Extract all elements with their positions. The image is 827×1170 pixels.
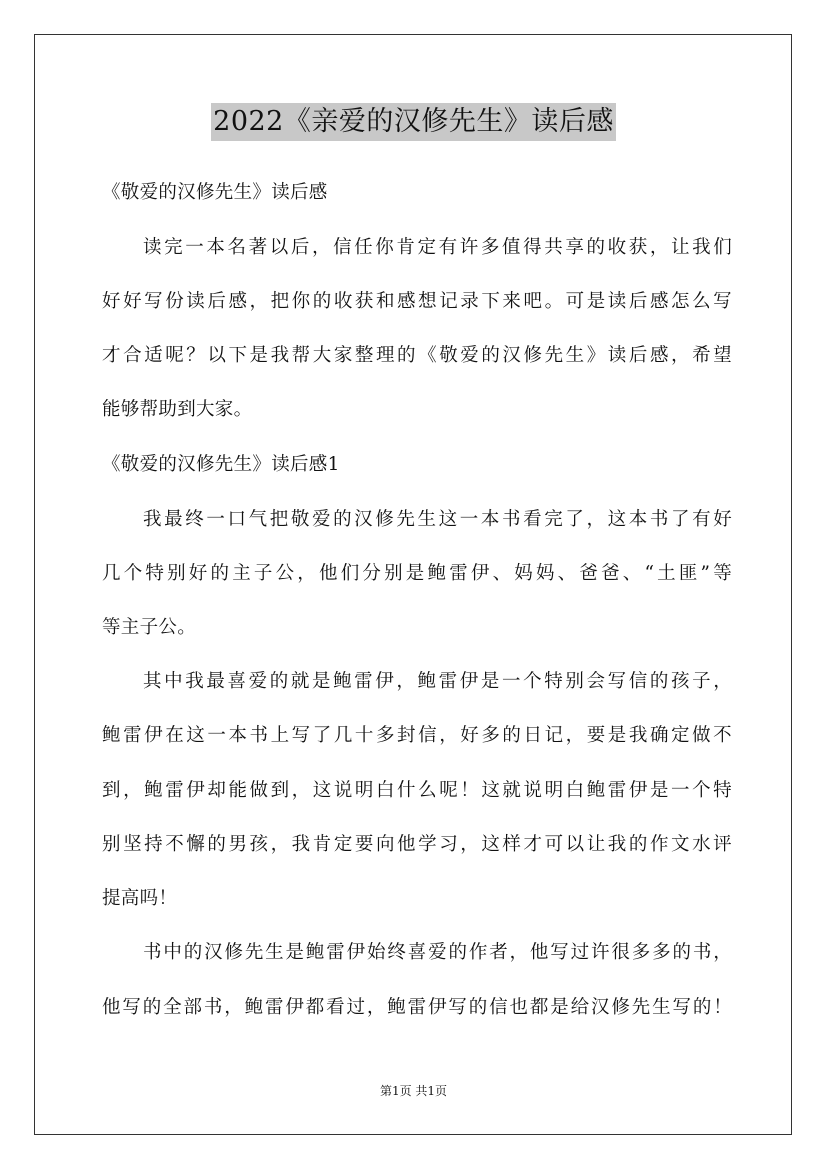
paragraph-line: 等主子公。 [102, 617, 197, 638]
document-title: 2022《亲爱的汉修先生》读后感 [211, 103, 616, 141]
subtitle-line: 《敬爱的汉修先生》读后感 [102, 182, 328, 203]
paragraph-line: 几个特别好的主子公，他们分别是鲍雷伊、妈妈、爸爸、“土匪”等 [102, 563, 732, 584]
page-footer: 第1页 共1页 [379, 1084, 448, 1098]
paragraph-line: 读完一本名著以后，信任你肯定有许多值得共享的收获，让我们 [143, 237, 732, 258]
paragraph-line: 好好写份读后感，把你的收获和感想记录下来吧。可是读后感怎么写 [102, 291, 732, 312]
paragraph-line: 能够帮助到大家。 [102, 399, 253, 420]
paragraph-line: 提高吗！ [102, 888, 178, 909]
paragraph-line: 到，鲍雷伊却能做到，这说明白什么呢！这就说明白鲍雷伊是一个特 [102, 780, 732, 801]
paragraph-line: 他写的全部书，鲍雷伊都看过，鲍雷伊写的信也都是给汉修先生写的！ [102, 997, 732, 1018]
paragraph-line: 其中我最喜爱的就是鲍雷伊，鲍雷伊是一个特别会写信的孩子， [143, 671, 732, 692]
paragraph-line: 别坚持不懈的男孩，我肯定要向他学习，这样才可以让我的作文水评 [102, 834, 732, 855]
paragraph-line: 鲍雷伊在这一本书上写了几十多封信，好多的日记，要是我确定做不 [102, 725, 732, 746]
section-heading: 《敬爱的汉修先生》读后感1 [102, 454, 340, 475]
paragraph-line: 书中的汉修先生是鲍雷伊始终喜爱的作者，他写过许很多多的书， [143, 942, 732, 963]
paragraph-line: 我最终一口气把敬爱的汉修先生这一本书看完了，这本书了有好 [143, 509, 732, 530]
paragraph-line: 才合适呢？以下是我帮大家整理的《敬爱的汉修先生》读后感，希望 [102, 345, 732, 366]
title-container [0, 103, 827, 141]
